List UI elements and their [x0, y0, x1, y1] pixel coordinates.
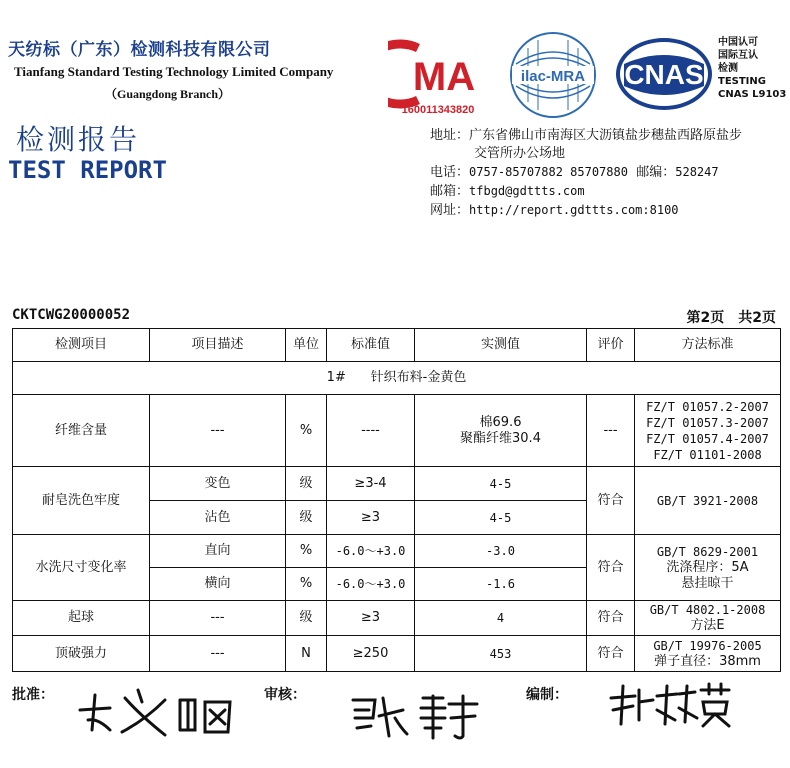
- contact-block: [430, 127, 742, 220]
- website-link[interactable]: http://report.gdttts.com:8100: [469, 203, 679, 217]
- approve-signature: [70, 680, 240, 740]
- cma-logo: [388, 36, 488, 116]
- dimension-methods: GB/T 8629-2001 洗涤程序：5A 悬挂晾干: [635, 535, 781, 601]
- pilling-eval: 符合: [587, 601, 635, 636]
- phone-line: [430, 163, 742, 182]
- postcode-label: 邮编：: [636, 165, 676, 180]
- burst-item: 顶破强力: [13, 636, 150, 672]
- pilling-measured: 4: [415, 601, 587, 636]
- burst-eval: 符合: [587, 636, 635, 672]
- dimension-unit-1: %: [286, 535, 327, 568]
- review-signature: [345, 688, 485, 743]
- dimension-desc-2: 横向: [150, 568, 286, 601]
- address-line: [430, 127, 742, 145]
- page-total: 共2页: [738, 310, 776, 326]
- fiber-item: 纤维含量: [13, 395, 150, 467]
- report-title-en: TEST REPORT: [8, 156, 167, 184]
- burst-measured: 453: [415, 636, 587, 672]
- soap-item: 耐皂洗色牢度: [13, 467, 150, 535]
- fiber-desc: ---: [150, 395, 286, 467]
- dimension-standard-1: -6.0～+3.0: [327, 535, 415, 568]
- header-unit: 单位: [286, 329, 327, 362]
- page-current: 第2页: [686, 310, 725, 326]
- dimension-standard-2: -6.0～+3.0: [327, 568, 415, 601]
- soap-measured-1: 4-5: [415, 467, 587, 501]
- cma-number: 160011343820: [401, 104, 475, 116]
- table-header-row: [13, 329, 781, 362]
- email-value[interactable]: tfbgd@gdttts.com: [469, 184, 585, 198]
- dimension-desc-1: 直向: [150, 535, 286, 568]
- cma-logo-text: MA: [412, 55, 476, 99]
- address-value-2: 交管所办公场地: [474, 146, 566, 161]
- soap-eval: 符合: [587, 467, 635, 535]
- soap-desc-1: 变色: [150, 467, 286, 501]
- pilling-desc: ---: [150, 601, 286, 636]
- website-line: [430, 201, 742, 220]
- address-line-2: [430, 145, 742, 163]
- phone-value: 0757-85707882 85707880: [469, 165, 628, 179]
- burst-unit: N: [286, 636, 327, 672]
- header-method: 方法标准: [635, 329, 781, 362]
- ilac-mra-text: ilac-MRA: [520, 68, 586, 85]
- address-value-1: 广东省佛山市南海区大沥镇盐步穗盐西路原盐步: [469, 128, 743, 143]
- company-branch: （Guangdong Branch）: [105, 87, 231, 101]
- fiber-measured: 棉69.6 聚酯纤维30.4: [415, 395, 587, 467]
- burst-methods: GB/T 19976-2005 弹子直径：38mm: [635, 636, 781, 672]
- header-description: 项目描述: [150, 329, 286, 362]
- soap-unit-1: 级: [286, 467, 327, 501]
- soap-desc-2: 沾色: [150, 501, 286, 535]
- table-row: [13, 535, 781, 568]
- company-name-en: Tianfang Standard Testing Technology Limited Company: [14, 64, 334, 79]
- phone-label: 电话：: [430, 165, 470, 180]
- company-name-cn: 天纺标（广东）检测科技有限公司: [8, 40, 271, 60]
- dimension-measured-2: -1.6: [415, 568, 587, 601]
- page-indicator: [673, 307, 777, 327]
- header-measured: 实测值: [415, 329, 587, 362]
- dimension-measured-1: -3.0: [415, 535, 587, 568]
- email-label: 邮箱：: [430, 184, 470, 199]
- pilling-standard: ≥3: [327, 601, 415, 636]
- ilac-mra-logo: [508, 30, 598, 120]
- soap-measured-2: 4-5: [415, 501, 587, 535]
- burst-standard: ≥250: [327, 636, 415, 672]
- table-row: [13, 395, 781, 467]
- fiber-methods: FZ/T 01057.2-2007 FZ/T 01057.3-2007 FZ/T 01057.4-2007 FZ/T 01101-2008: [635, 395, 781, 467]
- email-line: [430, 182, 742, 201]
- soap-standard-2: ≥3: [327, 501, 415, 535]
- header-test-item: 检测项目: [13, 329, 150, 362]
- fiber-eval: ---: [587, 395, 635, 467]
- cnas-text: CNAS: [624, 59, 704, 90]
- report-number: CKTCWG20000052: [12, 307, 131, 323]
- pilling-item: 起球: [13, 601, 150, 636]
- dimension-item: 水洗尺寸变化率: [13, 535, 150, 601]
- website-label: 网址：: [430, 203, 470, 218]
- report-title-cn: 检测报告: [16, 123, 141, 156]
- fiber-standard: ----: [327, 395, 415, 467]
- dimension-unit-2: %: [286, 568, 327, 601]
- cnas-logo: [614, 34, 714, 114]
- pilling-methods: GB/T 4802.1-2008 方法E: [635, 601, 781, 636]
- postcode-value: 528247: [675, 165, 719, 179]
- sample-row: [13, 362, 781, 395]
- table-row: [13, 601, 781, 636]
- soap-unit-2: 级: [286, 501, 327, 535]
- approve-label: 批准：: [12, 687, 54, 703]
- soap-standard-1: ≥3-4: [327, 467, 415, 501]
- header-standard: 标准值: [327, 329, 415, 362]
- prepare-signature: [605, 680, 735, 730]
- sample-description: 1# 针织布料-金黄色: [13, 362, 781, 395]
- address-label: 地址：: [430, 128, 470, 143]
- prepare-label: 编制：: [526, 687, 568, 703]
- header-evaluation: 评价: [587, 329, 635, 362]
- table-row: [13, 467, 781, 501]
- fiber-unit: %: [286, 395, 327, 467]
- cnas-accreditation-text: 中国认可 国际互认 检测 TESTING CNAS L9103: [718, 37, 787, 100]
- review-label: 审核：: [264, 687, 306, 703]
- test-results-table: [12, 328, 781, 672]
- soap-method: GB/T 3921-2008: [635, 467, 781, 535]
- burst-desc: ---: [150, 636, 286, 672]
- dimension-eval: 符合: [587, 535, 635, 601]
- table-row: [13, 636, 781, 672]
- pilling-unit: 级: [286, 601, 327, 636]
